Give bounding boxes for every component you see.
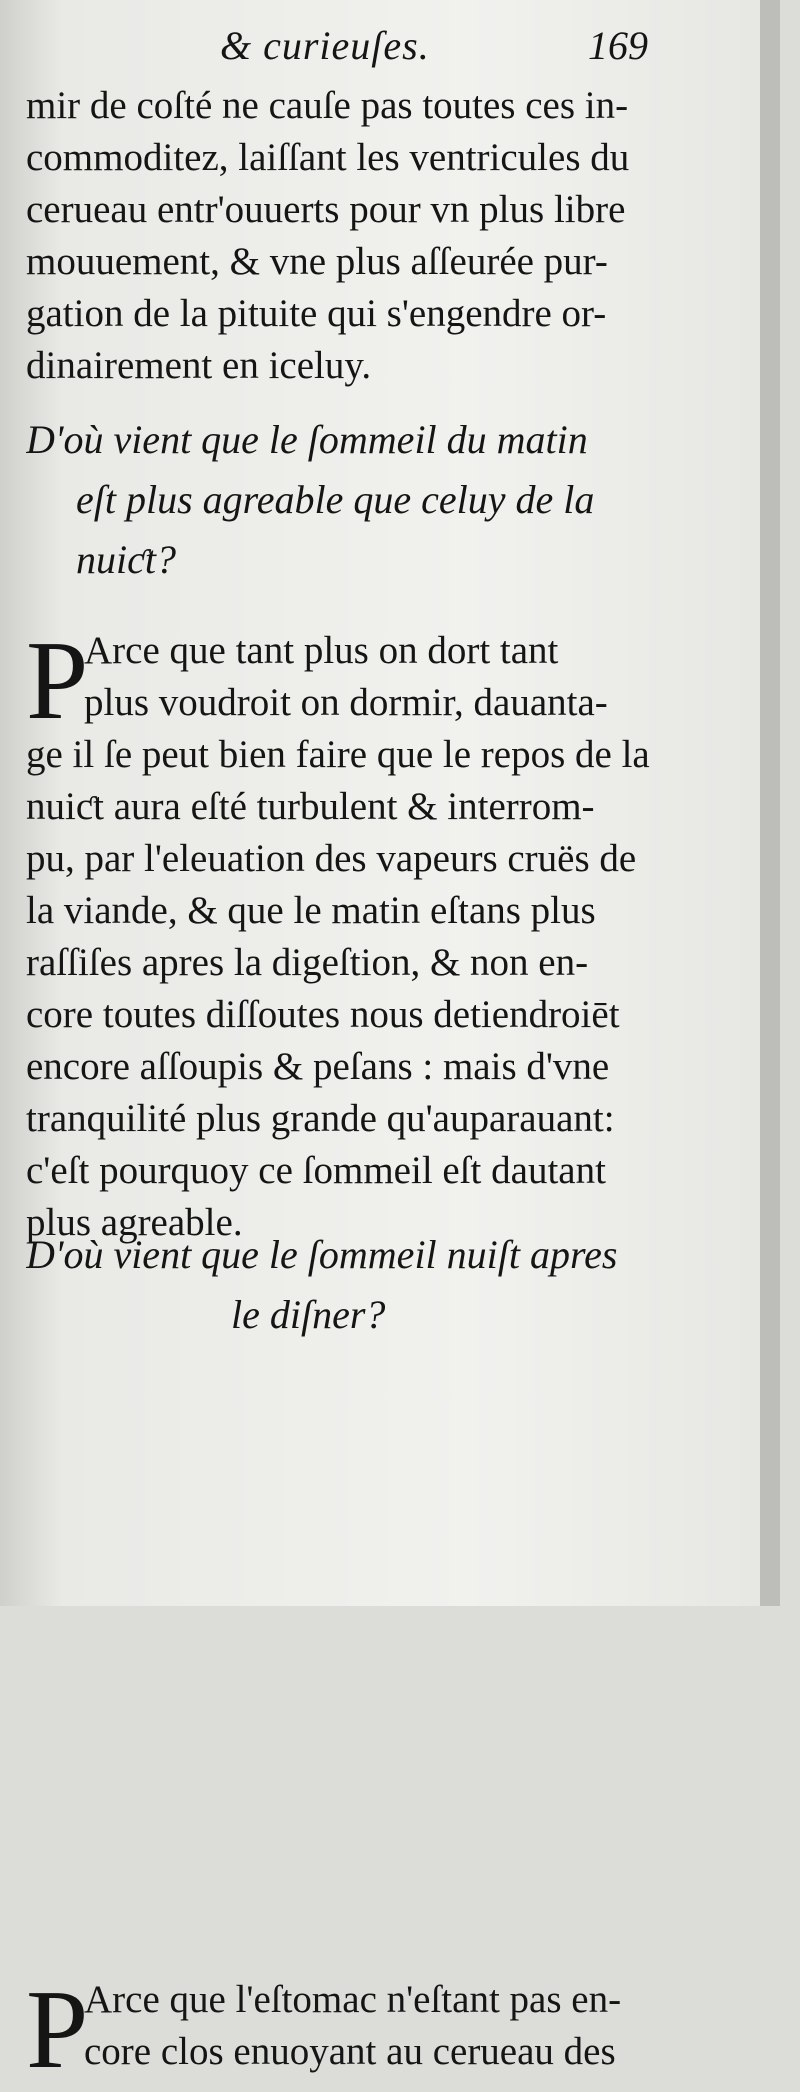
text-line: core clos enuoyant au cerueau des — [84, 2030, 616, 2073]
paragraph-continued — [26, 80, 666, 392]
text-line: tranquilité plus grande qu'auparauant: — [26, 1097, 615, 1140]
question-heading — [26, 1225, 666, 1345]
answer-paragraph — [26, 619, 666, 1249]
text-line: dinairement en iceluy. — [26, 344, 372, 387]
text-line: plus agreable. — [26, 1201, 243, 1244]
text-line: core toutes diſſoutes nous detiendroiēt — [26, 993, 620, 1036]
running-title: & curieuſes. — [220, 23, 430, 68]
text-line: nuiƈt aura eſté turbulent & interrom- — [26, 785, 595, 828]
text-line: mir de coſté ne cauſe pas toutes ces in- — [26, 84, 629, 127]
text-line: la viande, & que le matin eſtans plus — [26, 889, 596, 932]
text-line: cerueau entr'ouuerts pour vn plus libre — [26, 188, 626, 231]
text-line: encore aſſoupis & peſans : mais d'vne — [26, 1045, 610, 1088]
text-line: c'eſt pourquoy ce ſommeil eſt dautant — [26, 1149, 606, 1192]
page-number: 169 — [588, 23, 648, 68]
question-line: le diſner? — [231, 1292, 386, 1337]
text-line: plus voudroit on dormir, dauanta- — [84, 681, 608, 724]
text-line: gation de la pituite qui s'engendre or- — [26, 292, 607, 335]
text-line: Arce que tant plus on dort tant — [84, 629, 559, 672]
drop-cap: P — [26, 619, 89, 743]
question-heading — [26, 410, 666, 590]
question-line: D'où vient que le ſommeil nuiſt apres — [26, 1232, 618, 1277]
text-line: ge il ſe peut bien faire que le repos de la — [26, 733, 650, 776]
page-edge — [760, 0, 780, 1606]
text-line: Arce que l'eſtomac n'eſtant pas en- — [84, 1978, 622, 2021]
question-line: nuiƈt? — [76, 537, 176, 582]
text-line: raſſiſes apres la digeſtion, & non en- — [26, 941, 589, 984]
answer-paragraph — [26, 1968, 666, 2092]
drop-cap: P — [26, 1968, 89, 2092]
text-line: mouuement, & vne plus aſſeurée pur- — [26, 240, 608, 283]
text-line: pu, par l'eleuation des vapeurs cruës de — [26, 837, 637, 880]
question-line: D'où vient que le ſommeil du matin — [26, 417, 588, 462]
text-line: commoditez, laiſſant les ventricules du — [26, 136, 630, 179]
page-header — [0, 22, 780, 82]
question-line: eſt plus agreable que celuy de la — [76, 477, 595, 522]
